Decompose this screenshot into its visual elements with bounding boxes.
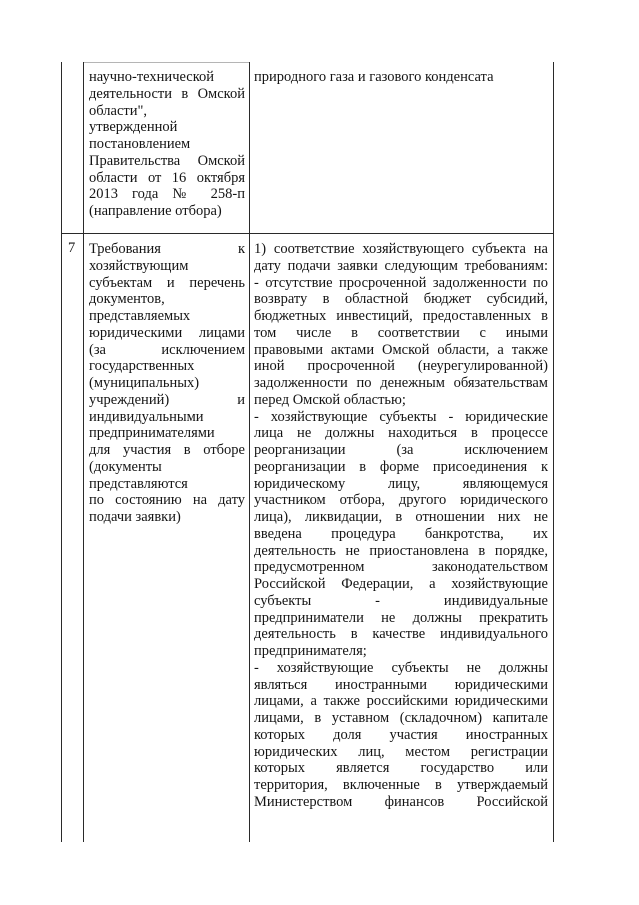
- text-line: Российской Федерации, а хозяйствующие: [254, 576, 548, 592]
- text-line: - хозяйствующие субъекты не должны: [254, 659, 548, 676]
- text-line: субъекты - индивидуальные: [254, 592, 548, 609]
- text-line: постановлением: [89, 136, 191, 152]
- row-prev-requirements: [254, 69, 548, 86]
- text-line: перед Омской областью;: [254, 391, 406, 408]
- text-line: области",: [89, 102, 148, 119]
- text-line: реорганизации в форме присоединения к: [254, 458, 548, 475]
- text-line: деятельность не приостановлена в порядке,: [254, 542, 548, 559]
- row-prev-description: [89, 69, 245, 220]
- column-divider-2: [249, 62, 250, 842]
- text-line: деятельности в Омской: [89, 85, 245, 102]
- text-line: являться иностранными юридическими: [254, 676, 548, 693]
- text-line: которых доля участия иностранных: [254, 726, 548, 743]
- text-line: (муниципальных): [89, 375, 200, 391]
- text-line: области от 16 октября: [89, 169, 245, 186]
- text-line: по состоянию на дату: [89, 492, 245, 509]
- text-line: предприниматели не должны прекратить: [254, 609, 548, 626]
- text-line: подачи заявки): [89, 509, 181, 525]
- text-line: Министерством финансов Российской: [254, 793, 548, 810]
- row-number: 7: [68, 240, 76, 256]
- text-line: представляются: [89, 475, 188, 492]
- text-line: юридическими лицами: [89, 324, 245, 341]
- row-divider: [61, 233, 554, 234]
- row-7-requirements: [254, 241, 548, 811]
- text-line: индивидуальными: [89, 408, 204, 425]
- text-line: 1) соответствие хозяйствующего субъекта на: [254, 241, 548, 257]
- table-right-border: [553, 62, 554, 842]
- text-line: задолженности по денежным обязательствам: [254, 375, 548, 391]
- text-line: предпринимателя;: [254, 643, 367, 659]
- text-line: лица), ликвидации, в отношении них не: [254, 509, 548, 525]
- text-line: научно-технической: [89, 69, 215, 85]
- top-cut-line: [84, 62, 249, 63]
- text-line: бюджетных инвестиций, предоставленных в: [254, 308, 548, 324]
- text-line: дату подачи заявки следующим требованиям:: [254, 257, 548, 274]
- text-line: лицами, а также российскими юридическими: [254, 693, 548, 710]
- text-line: субъектам и перечень: [89, 274, 245, 291]
- text-line: Правительства Омской: [89, 152, 245, 169]
- text-line: иной просроченной (неурегулированной): [254, 358, 548, 375]
- text-line: участником отбора, другого юридического: [254, 492, 548, 509]
- text-line: предусмотренном законодательством: [254, 559, 548, 576]
- text-line: утвержденной: [89, 119, 178, 136]
- text-line: лица не должны находиться в процессе: [254, 425, 548, 442]
- text-line: том числе в соответствии с иными: [254, 324, 548, 341]
- text-line: 2013 года № 258-п: [89, 186, 245, 203]
- text-line: (за исключением: [89, 341, 245, 358]
- text-line: юридических лиц, местом регистрации: [254, 743, 548, 760]
- text-line: предпринимателями: [89, 425, 215, 442]
- text-line: деятельность в качестве индивидуального: [254, 626, 548, 643]
- text-line: природного газа и газового конденсата: [254, 69, 494, 85]
- text-line: правовыми актами Омской области, а также: [254, 341, 548, 358]
- text-line: государственных: [89, 358, 195, 375]
- row-7-description: [89, 241, 245, 526]
- text-line: для участия в отборе: [89, 442, 245, 458]
- table-left-border: [61, 62, 62, 842]
- text-line: которых является государство или: [254, 760, 548, 777]
- text-line: (направление отбора): [89, 203, 222, 219]
- text-line: документов,: [89, 291, 165, 308]
- text-line: учреждений) и: [89, 391, 245, 408]
- text-line: реорганизации (за исключением: [254, 442, 548, 458]
- text-line: возврату в областной бюджет субсидий,: [254, 291, 548, 308]
- text-line: территория, включенные в утверждаемый: [254, 777, 548, 793]
- text-line: введена процедура банкротства, их: [254, 525, 548, 542]
- text-line: - отсутствие просроченной задолженности по: [254, 274, 548, 291]
- column-divider-1: [83, 62, 84, 842]
- text-line: хозяйствующим: [89, 257, 189, 274]
- text-line: - хозяйствующие субъекты - юридические: [254, 408, 548, 425]
- text-line: юридическому лицу, являющемуся: [254, 475, 548, 492]
- text-line: (документы: [89, 458, 162, 475]
- text-line: Требования к: [89, 241, 245, 257]
- text-line: представляемых: [89, 308, 191, 324]
- text-line: лицами, в уставном (складочном) капитале: [254, 710, 548, 726]
